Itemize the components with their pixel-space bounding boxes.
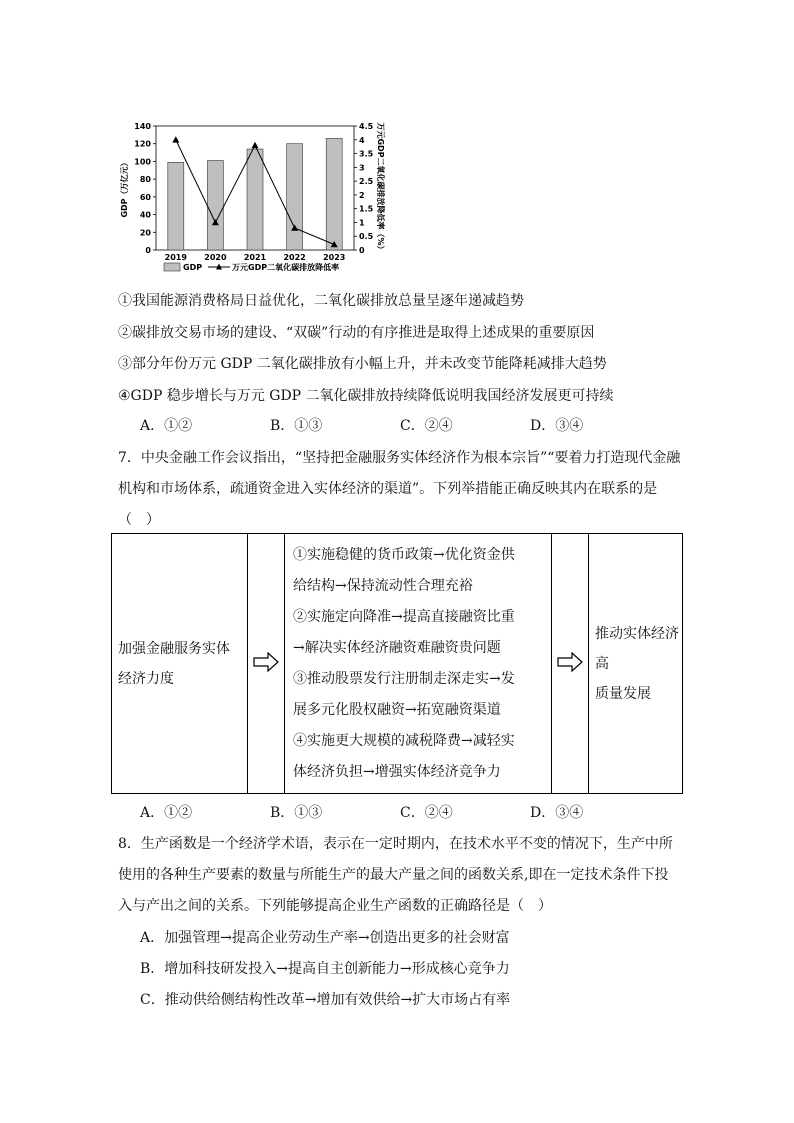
y-tick-label: 100 [134, 157, 151, 167]
right-arrow-icon [557, 652, 583, 672]
x-tick-label: 2022 [283, 253, 306, 262]
y-axis-label: GDP（万亿元） [120, 158, 129, 218]
q7-flow-table [111, 533, 683, 794]
flow-middle-line-5: ③推动股票发行注册制走深走实→发 [293, 670, 515, 687]
q8-option-b[interactable]: B．增加科技研发投入→提高自主创新能力→形成核心竞争力 [140, 961, 510, 977]
flow-left-line-1: 加强金融服务实体 [118, 640, 230, 657]
y-tick-label: 140 [134, 122, 151, 131]
y-tick-label: 80 [139, 175, 151, 185]
q8-option-c[interactable]: C．推动供给侧结构性改革→增加有效供给→扩大市场占有率 [140, 992, 511, 1008]
flow-middle-line-4: →解决实体经济融资难融资贵问题 [293, 639, 501, 656]
flow-middle-line-3: ②实施定向降准→提高直接融资比重 [293, 608, 515, 625]
q6-item-2: ②碳排放交易市场的建设、“双碳”行动的有序推进是取得上述成果的重要原因 [118, 325, 595, 341]
flow-right-line-1: 推动实体经济高 [595, 625, 679, 672]
y2-tick-label: 1 [359, 218, 365, 228]
bar-2019 [168, 162, 184, 250]
flow-middle-line-7: ④实施更大规模的减税降费→减轻实 [293, 732, 515, 749]
y2-tick-label: 4 [359, 135, 365, 145]
q7-option-c[interactable]: C．②④ [400, 805, 453, 821]
q6-item-4: ④GDP 稳步增长与万元 GDP 二氧化碳排放持续降低说明我国经济发展更可持续 [118, 388, 614, 404]
bar-2023 [326, 138, 342, 250]
flow-left-cell [112, 534, 248, 794]
flow-arrow-cell-2 [552, 534, 589, 794]
y-tick-label: 40 [139, 210, 151, 220]
bar-2020 [207, 161, 223, 250]
y2-tick-label: 0 [359, 246, 365, 255]
x-tick-label: 2019 [164, 253, 187, 262]
q7-option-a[interactable]: A．①② [140, 805, 193, 821]
q8-stem-line-3: 入与产出之间的关系。下列能够提高企业生产函数的正确路径是（ ） [118, 898, 552, 914]
y2-tick-label: 2.5 [359, 177, 374, 187]
x-tick-label: 2023 [323, 253, 346, 262]
q7-option-b[interactable]: B．①③ [270, 805, 323, 821]
y2-tick-label: 3.5 [359, 149, 374, 159]
legend-bar-label: GDP [183, 263, 203, 272]
q6-option-d[interactable]: D．③④ [530, 418, 584, 434]
q8-option-a[interactable]: A．加强管理→提高企业劳动生产率→创造出更多的社会财富 [140, 930, 510, 946]
q8-stem-line-2: 使用的各种生产要素的数量与所能生产的最大产量之间的函数关系,即在一定技术条件下投 [118, 867, 669, 883]
q7-options [140, 802, 660, 822]
flow-right-line-2: 质量发展 [595, 685, 651, 702]
flow-arrow-cell-1 [248, 534, 285, 794]
y2-tick-label: 0.5 [359, 232, 374, 242]
chart-svg [118, 112, 408, 282]
flow-middle-line-8: 体经济负担→增强实体经济竞争力 [293, 763, 501, 780]
y2-tick-label: 2 [359, 190, 365, 200]
q6-option-b[interactable]: B．①③ [270, 418, 323, 434]
q7-stem-line-2: 机构和市场体系，疏通资金进入实体经济的渠道”。下列举措能正确反映其内在联系的是 [118, 481, 658, 497]
q7-option-d[interactable]: D．③④ [530, 805, 584, 821]
q7-stem-line-3: （ ） [118, 512, 160, 528]
y-tick-label: 20 [139, 228, 151, 238]
q6-option-a[interactable]: A．①② [140, 418, 193, 434]
y2-tick-label: 3 [359, 163, 365, 173]
q6-item-1: ①我国能源消费格局日益优化，二氧化碳排放总量呈逐年递减趋势 [118, 293, 524, 309]
emission-point-2019 [172, 136, 179, 142]
flow-right-cell [589, 534, 683, 794]
legend-line-label: 万元GDP二氧化碳排放降低率 [232, 263, 340, 272]
gdp-emission-chart [118, 112, 408, 282]
right-arrow-icon [253, 652, 279, 672]
y-tick-label: 120 [134, 139, 151, 149]
x-tick-label: 2021 [243, 253, 267, 262]
bar-2022 [287, 144, 303, 250]
y-tick-label: 0 [145, 246, 151, 255]
y2-tick-label: 1.5 [359, 204, 374, 214]
legend-bar-swatch [164, 263, 180, 271]
q7-stem-line-1: 7．中央金融工作会议指出，“坚持把金融服务实体经济作为根本宗旨”“要着力打造现代金融 [118, 450, 681, 466]
y2-axis-label: 万元GDP二氧化碳排放降低率（%） [376, 122, 385, 254]
q8-stem-line-1: 8．生产函数是一个经济学术语，表示在一定时期内，在技术水平不变的情况下，生产中所 [118, 836, 673, 852]
y2-tick-label: 4.5 [359, 122, 374, 131]
flow-middle-line-2: 给结构→保持流动性合理充裕 [293, 577, 473, 594]
flow-middle-line-6: 展多元化股权融资→拓宽融资渠道 [293, 701, 501, 718]
flow-middle-cell [285, 534, 552, 794]
y-tick-label: 60 [139, 192, 151, 202]
bar-2021 [247, 149, 263, 250]
emission-point-2021 [252, 142, 259, 148]
q6-item-3: ③部分年份万元 GDP 二氧化碳排放有小幅上升，并未改变节能降耗减排大趋势 [118, 356, 607, 372]
x-tick-label: 2020 [204, 253, 227, 262]
flow-left-line-2: 经济力度 [118, 670, 174, 687]
flow-middle-line-1: ①实施稳健的货币政策→优化资金供 [293, 546, 515, 563]
q6-options [140, 415, 660, 435]
q6-option-c[interactable]: C．②④ [400, 418, 453, 434]
